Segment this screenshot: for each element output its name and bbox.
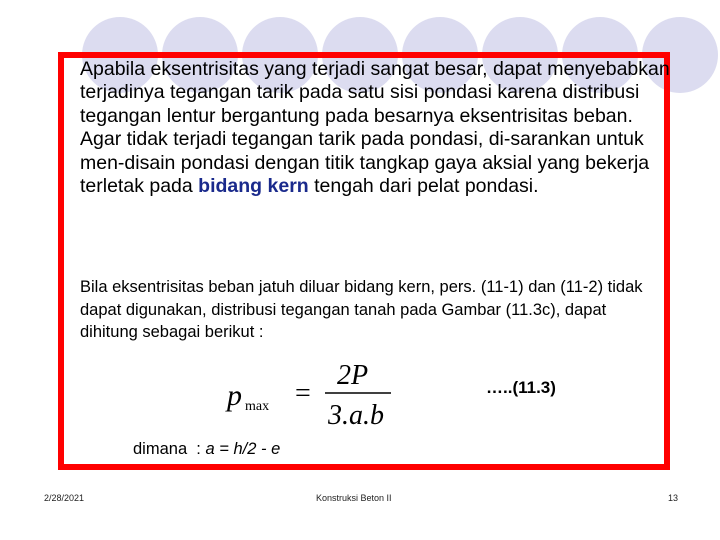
secondary-paragraph: Bila eksentrisitas beban jatuh diluar bidang kern, pers. (11-1) dan (11-2) tidak dapat digunakan, distribusi tegangan tanah pada Gambar (11.3c), dapat dihitung sebagai berikut :	[80, 278, 643, 341]
formula-equals: =	[295, 378, 311, 409]
paragraph-eccentricity: Apabila eksentrisitas yang terjadi sangat besar, dapat menyebabkan terjadinya tegangan tarik pada satu sisi pondasi karena distribusi tegangan lentur bergantung pada besarnya eksentrisitas beban.	[80, 58, 670, 127]
where-label: dimana	[133, 440, 188, 458]
where-colon: :	[196, 440, 201, 458]
pmax-formula	[225, 358, 405, 430]
formula-lhs-subscript: max	[245, 399, 270, 414]
footer-title: Konstruksi Beton II	[316, 493, 392, 503]
footer-page-number: 13	[668, 493, 679, 503]
where-clause	[133, 440, 280, 459]
where-expression: a = h/2 - e	[205, 440, 281, 458]
kern-highlight: bidang kern	[198, 175, 309, 198]
footer-date: 2/28/2021	[44, 493, 85, 503]
formula-lhs: p	[227, 379, 242, 412]
formula-denominator: 3.a.b	[328, 400, 384, 430]
main-paragraph	[80, 58, 670, 198]
paragraph-recommendation: Agar tidak terjadi tegangan tarik pada pondasi, di-sarankan untuk men-disain pondasi dengan titik tangkap gaya aksial yang bekerja terletak pada bidang kern tengah dari pelat pondasi.	[80, 128, 650, 198]
formula-numerator: 2P	[337, 360, 369, 391]
equation-number: …..(11.3)	[486, 378, 556, 397]
